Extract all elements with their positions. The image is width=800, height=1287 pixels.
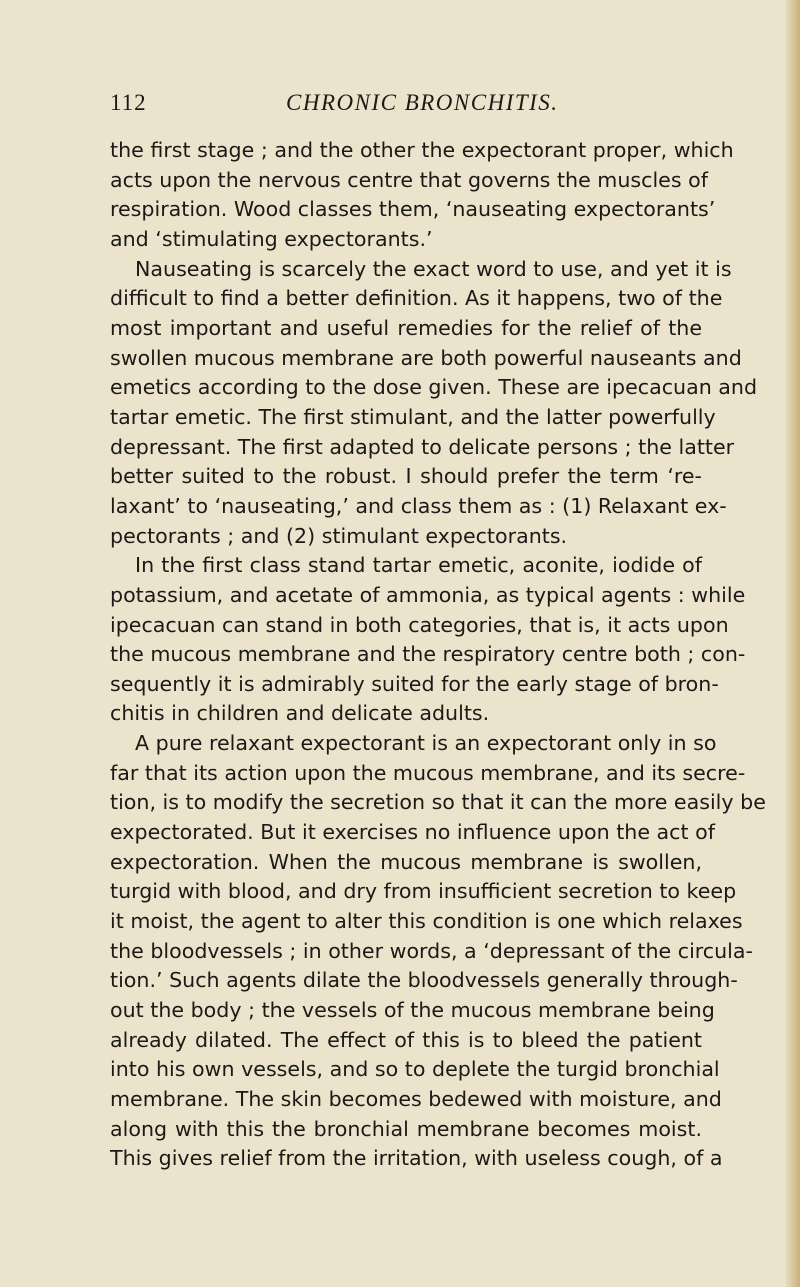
text-line: depressant. The first adapted to delicate persons ; the latter <box>110 434 735 459</box>
text-line: acts upon the nervous centre that governs the muscles of <box>110 167 708 192</box>
page-edge-shadow <box>786 0 800 1287</box>
text-line: better suited to the robust. I should prefer the term ‘re- <box>110 464 702 489</box>
text-line: tion, is to modify the secretion so that it can the more easily be <box>110 790 766 815</box>
text-line: the bloodvessels ; in other words, a ‘depressant of the circula- <box>110 938 753 963</box>
text-line: expectoration. When the mucous membrane is swollen, <box>110 849 702 874</box>
text-line: tion.’ Such agents dilate the bloodvessels generally through- <box>110 968 738 993</box>
text-line: membrane. The skin becomes bedewed with moisture, and <box>110 1087 722 1111</box>
text-line: ipecacuan can stand in both categories, that is, it acts upon <box>110 612 729 637</box>
text-line: chitis in children and delicate adults. <box>110 701 490 726</box>
text-line: This gives relief from the irritation, with useless cough, of a <box>110 1146 723 1171</box>
text-line: far that its action upon the mucous membrane, and its secre- <box>110 760 746 785</box>
text-line: laxant’ to ‘nauseating,’ and class them as : (1) Relaxant ex- <box>110 493 727 518</box>
running-head: CHRONIC BRONCHITIS. <box>286 90 559 115</box>
text-line: In the first class stand tartar emetic, aconite, iodide of <box>135 553 702 578</box>
text-line: along with this the bronchial membrane becomes moist. <box>110 1116 702 1141</box>
text-line: emetics according to the dose given. These are ipecacuan and <box>110 375 758 400</box>
text-line: swollen mucous membrane are both powerful nauseants and <box>110 345 742 370</box>
text-line: most important and useful remedies for the relief of the <box>110 315 702 340</box>
text-line: the first stage ; and the other the expectorant proper, which <box>110 138 734 162</box>
text-line: and ‘stimulating expectorants.’ <box>110 226 433 251</box>
text-line: the mucous membrane and the respiratory centre both ; con- <box>110 642 746 667</box>
text-line: turgid with blood, and dry from insufficient secretion to keep <box>110 879 737 904</box>
text-line: it moist, the agent to alter this condition is one which relaxes <box>110 909 743 934</box>
text-line: A pure relaxant expectorant is an expectorant only in so <box>135 731 717 756</box>
text-line: sequently it is admirably suited for the early stage of bron- <box>110 671 719 696</box>
text-line: already dilated. The effect of this is to bleed the patient <box>110 1027 702 1052</box>
text-line: difficult to find a better definition. As it happens, two of the <box>110 286 723 311</box>
text-line: into his own vessels, and so to deplete the turgid bronchial <box>110 1057 720 1082</box>
text-line: pectorants ; and (2) stimulant expectorants. <box>110 523 568 548</box>
body-text <box>110 136 766 1174</box>
text-line: expectorated. But it exercises no influence upon the act of <box>110 820 715 845</box>
page-header <box>0 86 800 120</box>
text-line: out the body ; the vessels of the mucous membrane being <box>110 998 715 1023</box>
text-line: potassium, and acetate of ammonia, as typical agents : while <box>110 582 746 607</box>
text-line: respiration. Wood classes them, ‘nauseating expectorants’ <box>110 197 716 222</box>
text-line: Nauseating is scarcely the exact word to use, and yet it is <box>135 256 732 281</box>
text-line: tartar emetic. The first stimulant, and the latter powerfully <box>110 404 716 429</box>
page-number: 112 <box>110 90 147 115</box>
